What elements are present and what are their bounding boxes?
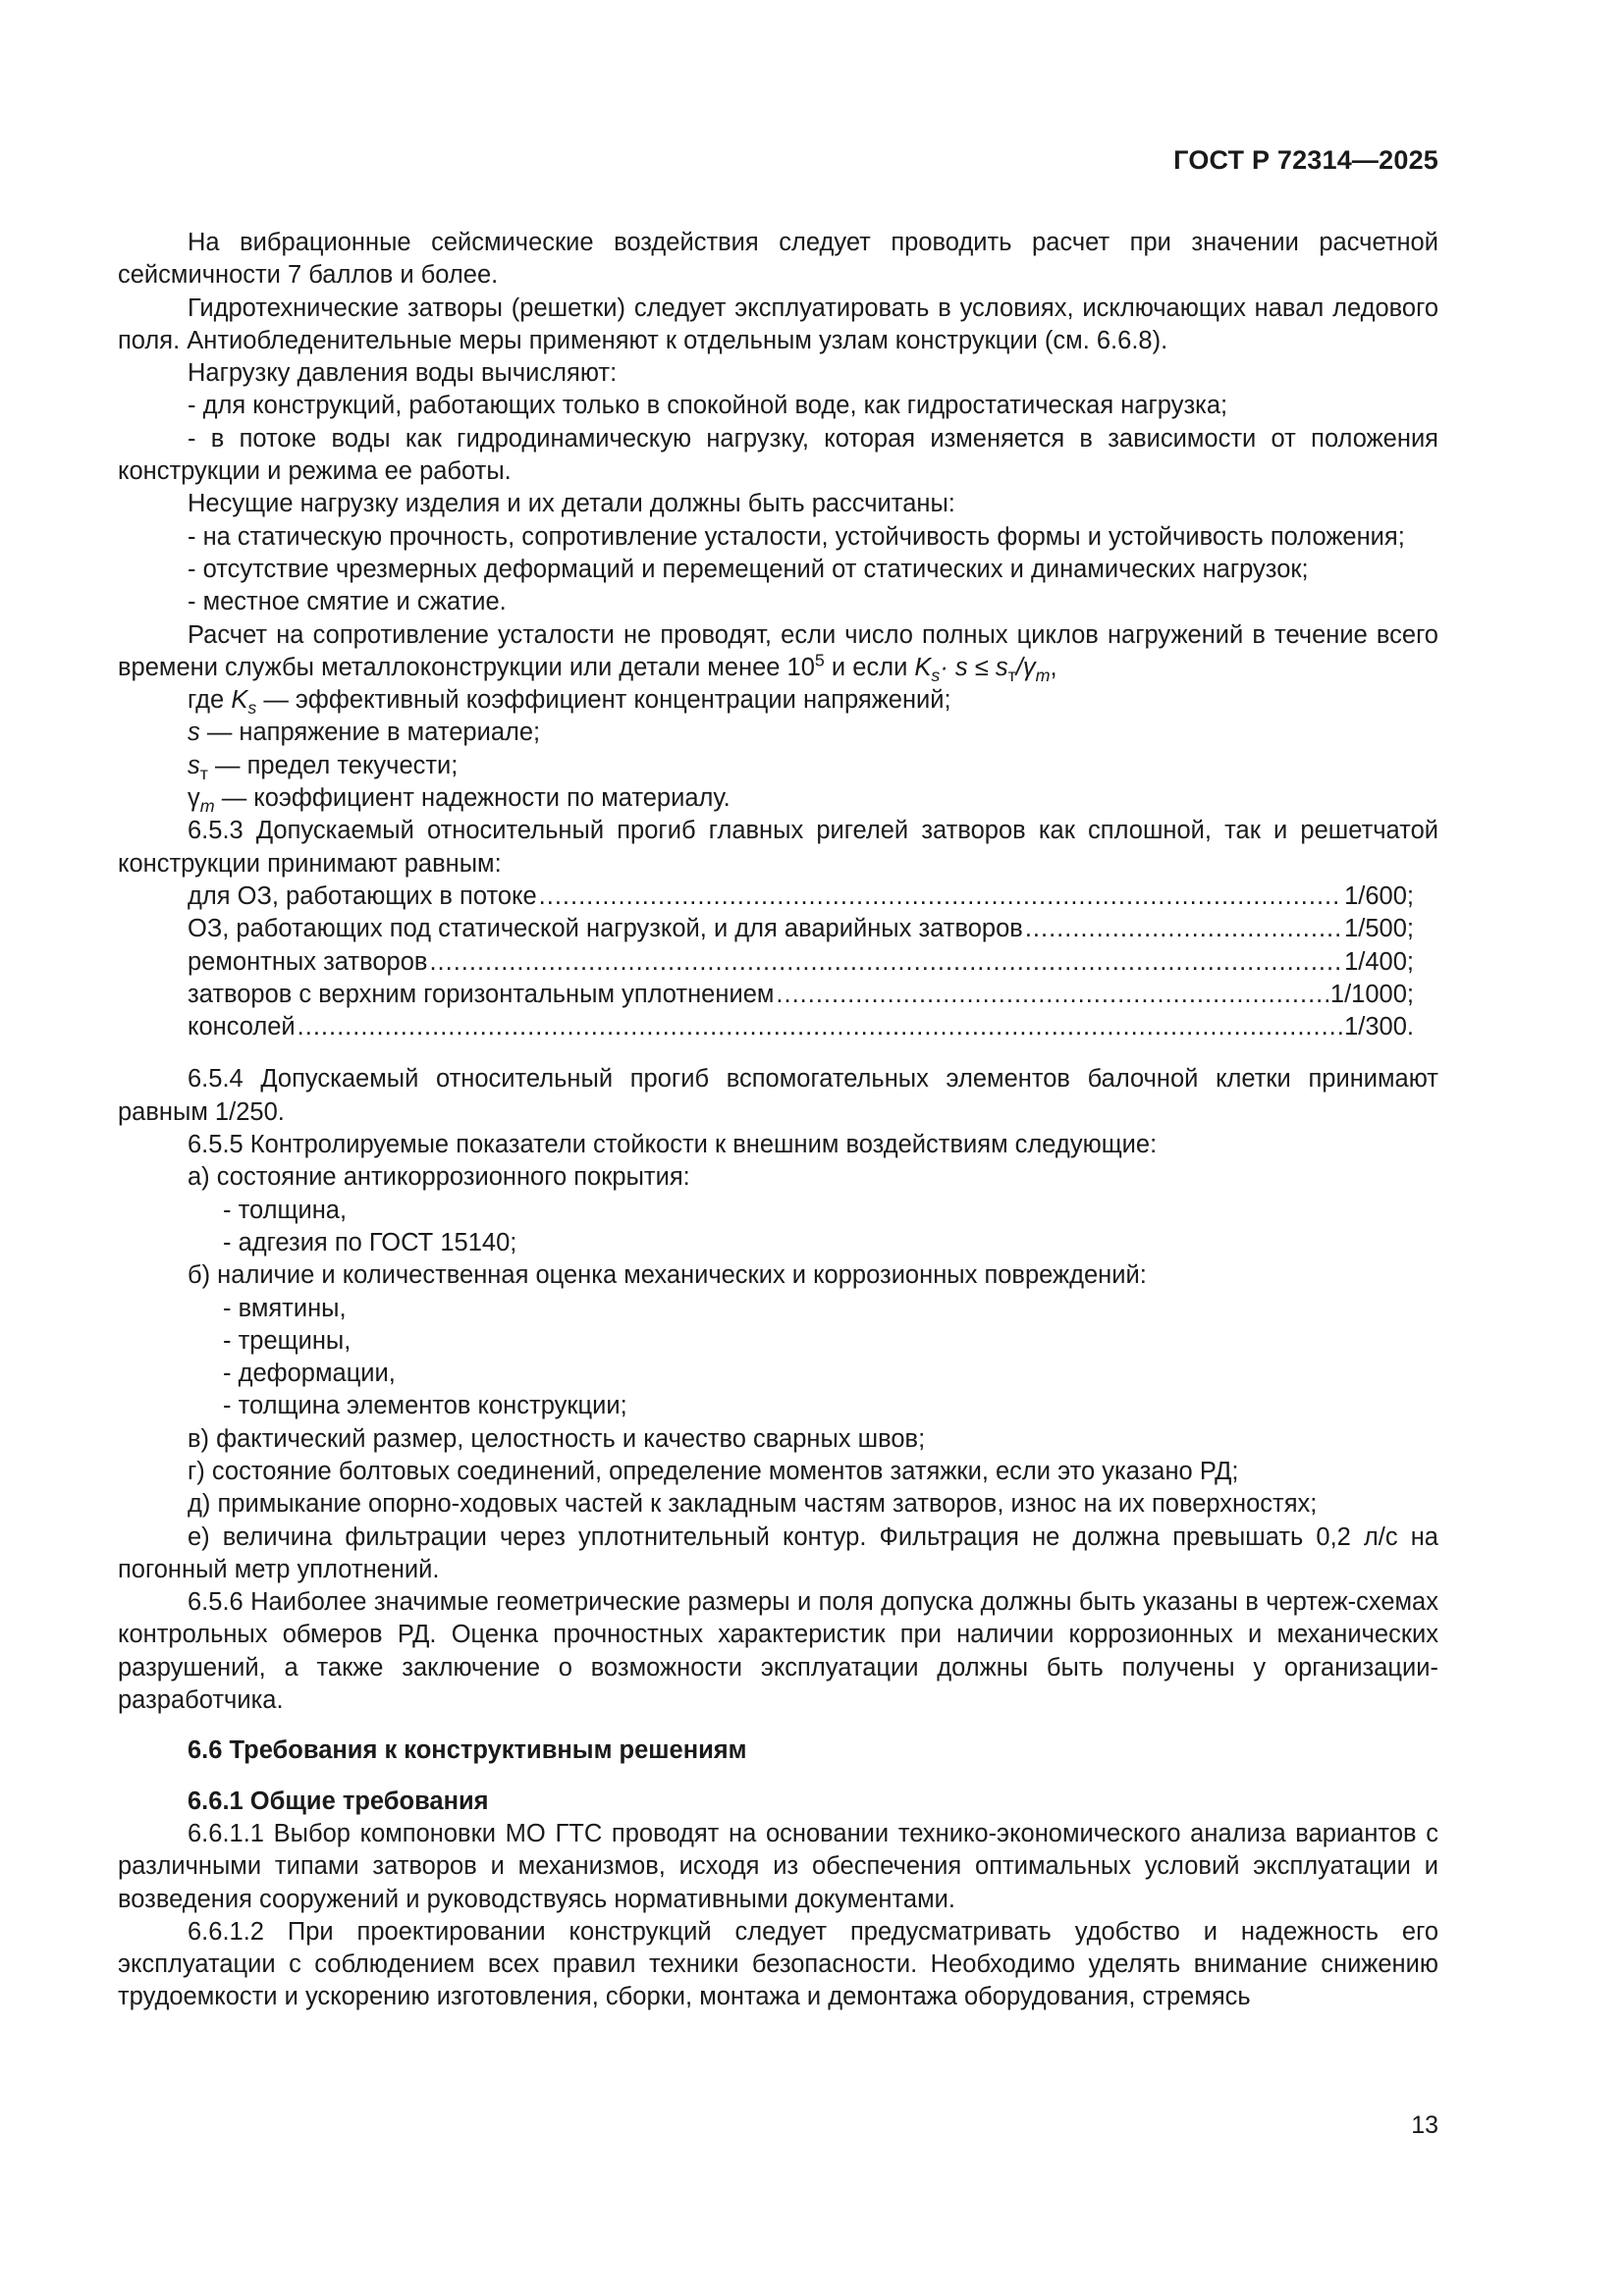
standard-code-header: ГОСТ Р 72314—2025 [1173, 145, 1438, 175]
list-item-bearings: д) примыкание опорно-ходовых частей к закладным частям затворов, износ на их поверхностях; [188, 1490, 1318, 1519]
paragraph-seismic: На вибрационные сейсмические воздействия следует проводить расчет при значении расчетной сейсмичности 7 баллов и более. [118, 229, 1438, 290]
list-item: консолей ..... 1/300. [118, 1011, 1414, 1043]
paragraph-fatigue: Расчет на сопротивление усталости не проводят, если число полных циклов нагружений в течение всего времени службы металлоконструкции или детали менее $10^5$ и если $K_s\cdot s \le s_т/\gamma_m$, [118, 620, 1438, 685]
list-item-element-thickness: - толщина элементов конструкции; [223, 1392, 627, 1420]
list-item-adhesion: - адгезия по ГОСТ 15140; [223, 1228, 517, 1256]
list-item-deformation: - деформации, [223, 1360, 396, 1388]
definition-gamma: $\gamma_m$ — коэффициент надежности по материалу. [188, 784, 731, 817]
list-item-dents: - вмятины, [223, 1294, 347, 1322]
section-heading-6-6-1: 6.6.1 Общие требования [188, 1787, 489, 1815]
page-number: 13 [1411, 2111, 1438, 2139]
list-item-static-strength: - на статическую прочность, сопротивление усталости, устойчивость формы и устойчивость положения; [188, 522, 1405, 551]
paragraph-load-bearing: Несущие нагрузку изделия и их детали должны быть рассчитаны: [188, 490, 955, 518]
definition-ks: где $K_s$ — эффективный коэффициент концентрации напряжений; [188, 686, 951, 719]
section-6-5-3: 6.5.3 Допускаемый относительный прогиб главных ригелей затворов как сплошной, так и решетчатой конструкции принимают равным: [118, 817, 1438, 878]
list-item-crushing: - местное смятие и сжатие. [188, 588, 507, 616]
list-item: ОЗ, работающих под статической нагрузкой, и для аварийных затворов ..... 1/500; [118, 913, 1414, 945]
paragraph-water-pressure: Нагрузку давления воды вычисляют: [188, 359, 618, 388]
definition-s: s — напряжение в материале; [188, 719, 541, 747]
section-6-6-1-1: 6.6.1.1 Выбор компоновки МО ГТС проводят на основании технико-экономического анализа вариантов с различными типами затворов и механизмов, исходя из обеспечения оптимальных условий эксплуатации и возведения сооружений и руководствуясь нормативными документами. [118, 1819, 1438, 1913]
list-item-deformations: - отсутствие чрезмерных деформаций и перемещений от статических и динамических нагрузок; [188, 555, 1309, 583]
list-item-damage: б) наличие и количественная оценка механических и коррозионных повреждений: [188, 1261, 1147, 1290]
list-item-coating: а) состояние антикоррозионного покрытия: [188, 1163, 690, 1192]
deflection-list [118, 881, 1438, 1043]
list-item-hydrodynamic: - в потоке воды как гидродинамическую нагрузку, которая изменяется в зависимости от положения конструкции и режима ее работы. [118, 424, 1438, 486]
definition-st: $s_т$ — предел текучести; [188, 751, 459, 783]
list-item-welds: в) фактический размер, целостность и качество сварных швов; [188, 1424, 926, 1453]
paragraph-ice: Гидротехнические затворы (решетки) следует эксплуатировать в условиях, исключающих навал ледового поля. Антиобледенительные меры применяют к отдельным узлам конструкции (см. 6.6.8). [118, 294, 1438, 354]
list-item-filtration: е) величина фильтрации через уплотнительный контур. Фильтрация не должна превышать 0,2 л/с на погонный метр уплотнений. [118, 1522, 1438, 1583]
list-item-cracks: - трещины, [223, 1326, 352, 1355]
section-heading-6-6: 6.6 Требования к конструктивным решениям [188, 1736, 747, 1765]
list-item: затворов с верхним горизонтальным уплотнением ..... 1/1000; [118, 979, 1414, 1011]
list-item: ремонтных затворов ..... 1/400; [118, 946, 1414, 979]
list-item: для ОЗ, работающих в потоке ..... 1/600; [118, 881, 1414, 913]
section-6-5-6: 6.5.6 Наиболее значимые геометрические размеры и поля допуска должны быть указаны в чертеж-схемах контрольных обмеров РД. Оценка прочностных характеристик при наличии коррозионных и механических разрушений, а также заключение о возможности эксплуатации должны быть получены у организации-разработчика. [118, 1588, 1438, 1715]
section-6-5-5: 6.5.5 Контролируемые показатели стойкости к внешним воздействиям следующие: [188, 1131, 1158, 1159]
document-body [118, 227, 1438, 2014]
list-item-hydrostatic: - для конструкций, работающих только в спокойной воде, как гидростатическая нагрузка; [188, 392, 1228, 420]
list-item-bolts: г) состояние болтовых соединений, определение моментов затяжки, если это указано РД; [188, 1457, 1239, 1485]
section-6-6-1-2: 6.6.1.2 При проектировании конструкций следует предусматривать удобство и надежность его эксплуатации с соблюдением всех правил техники безопасности. Необходимо уделять внимание снижению трудоемкости и ускорению изготовления, сборки, монтажа и демонтажа оборудования, стремясь [118, 1917, 1438, 2011]
section-6-5-4: 6.5.4 Допускаемый относительный прогиб вспомогательных элементов балочной клетки принимают равным 1/250. [118, 1065, 1438, 1126]
list-item-thickness: - толщина, [223, 1196, 348, 1224]
